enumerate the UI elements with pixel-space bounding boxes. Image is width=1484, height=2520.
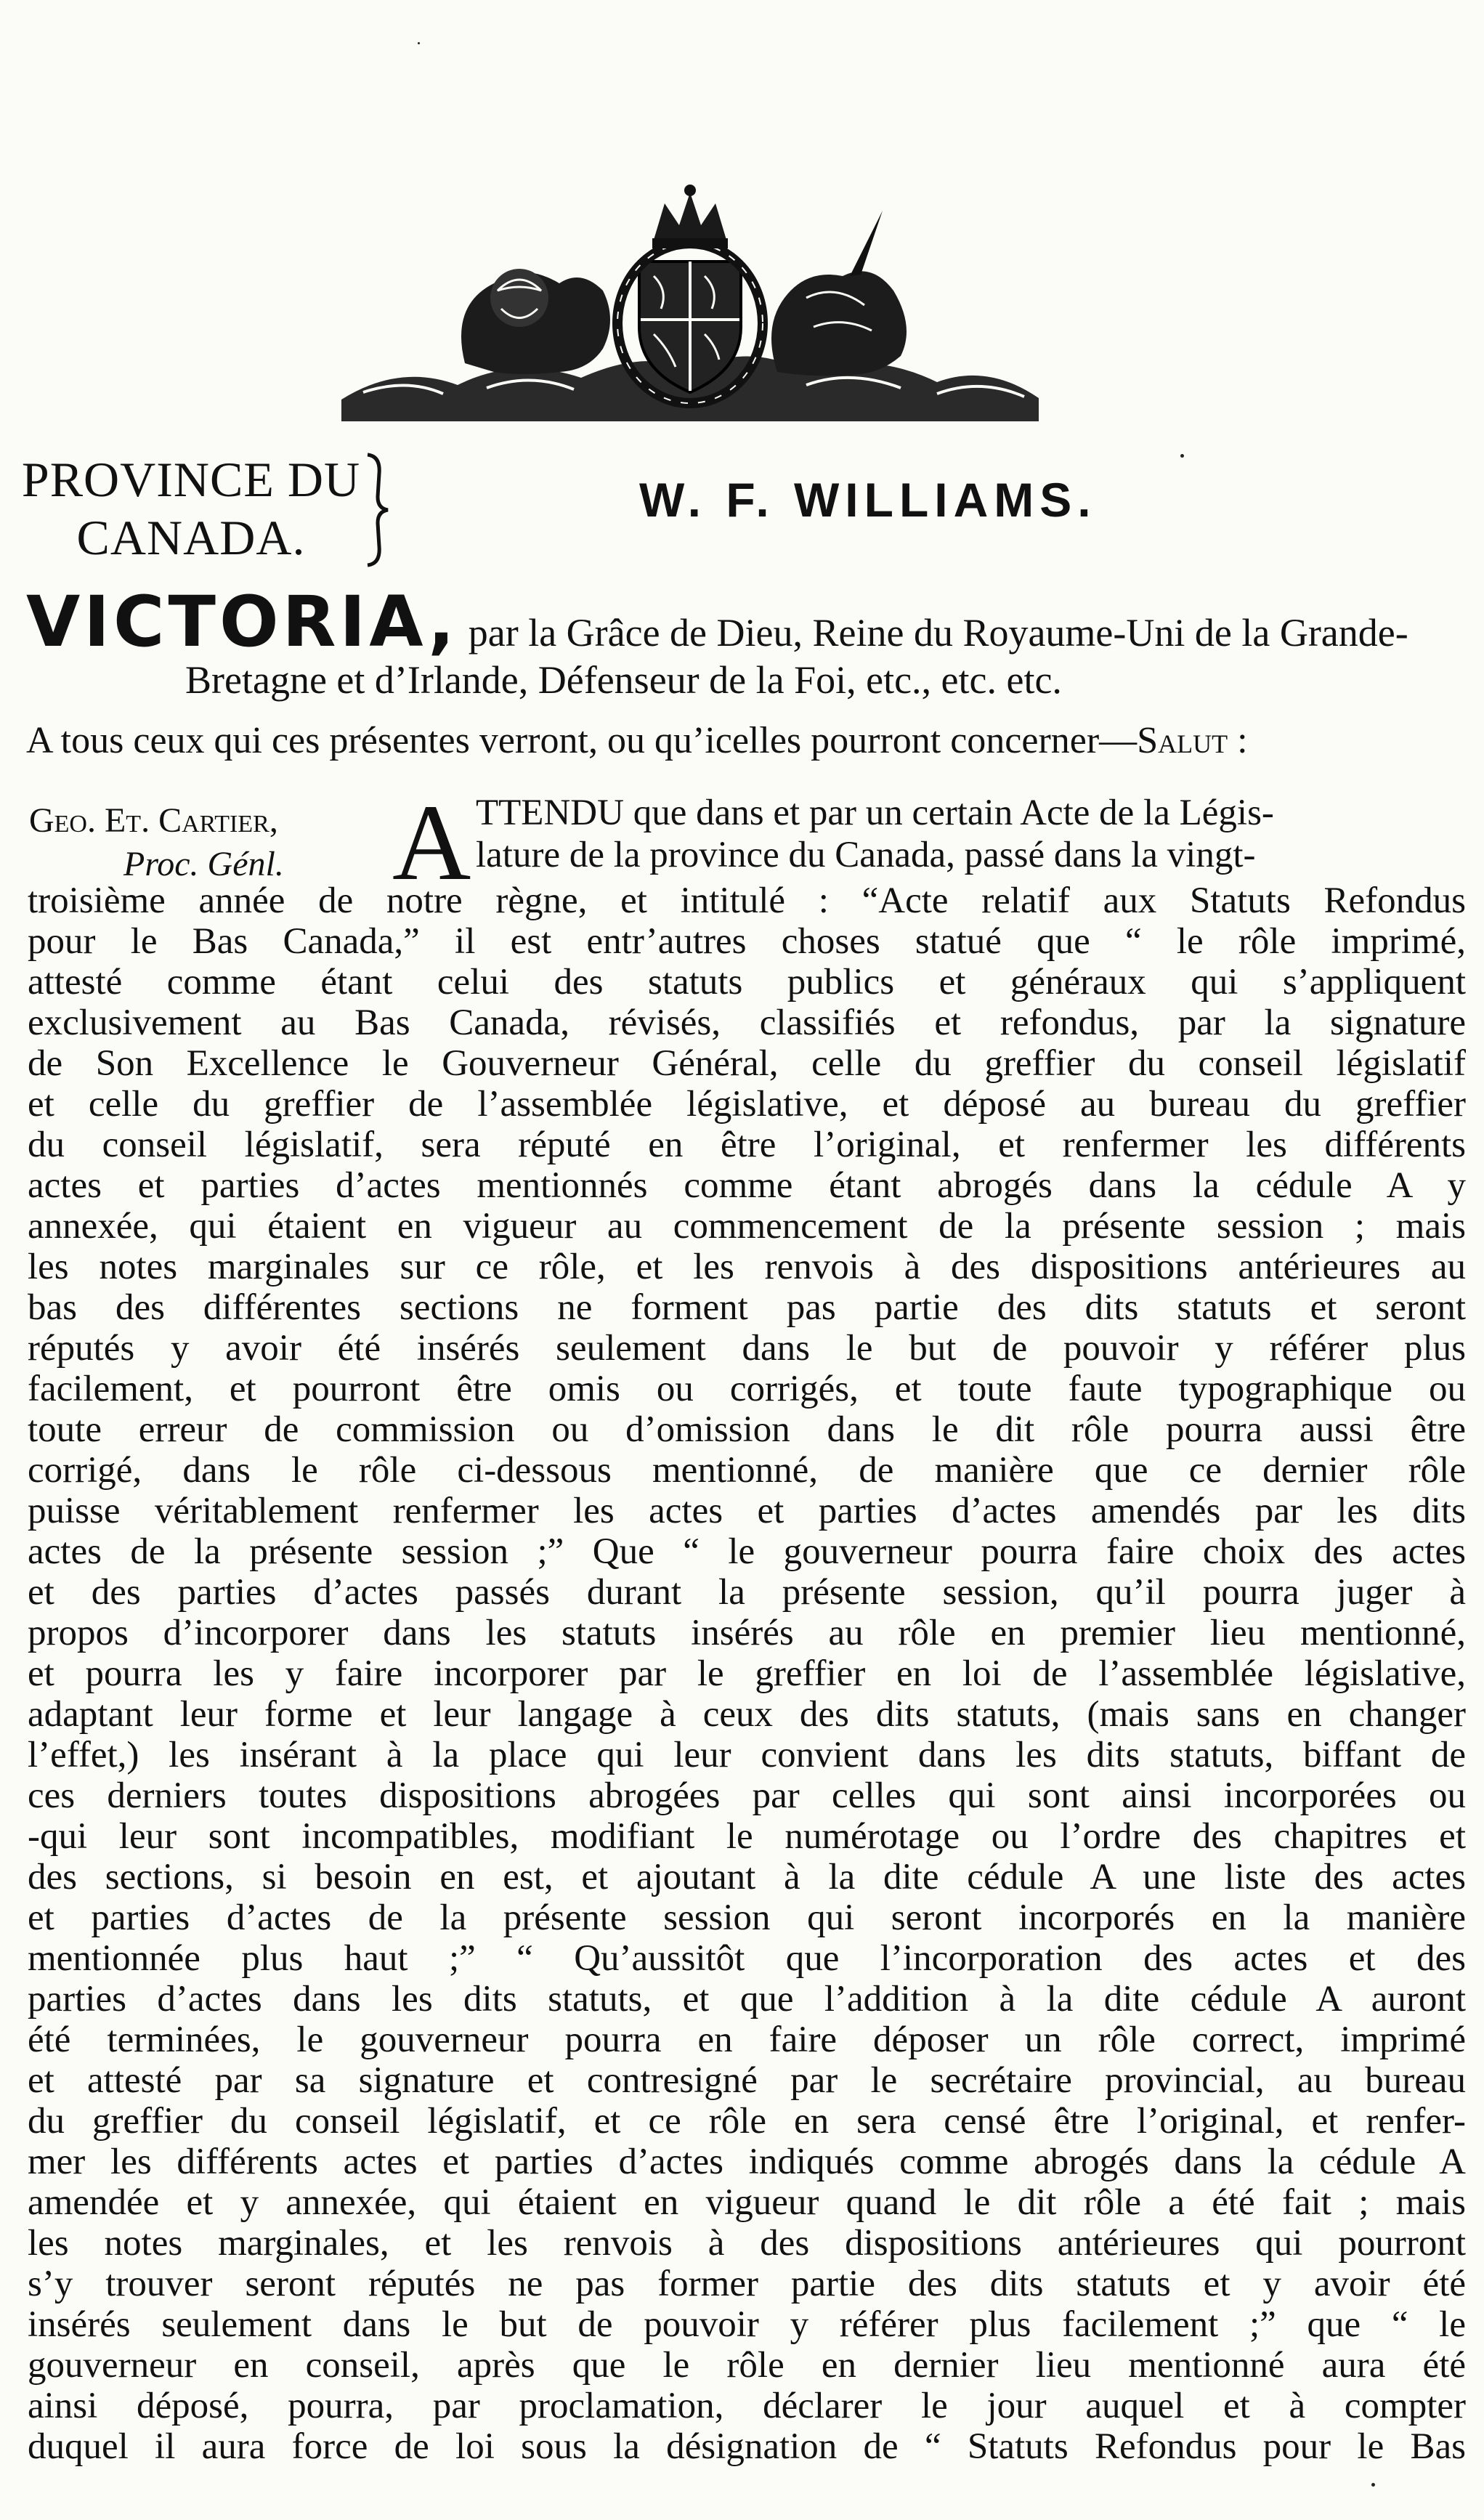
signatory-block	[29, 799, 392, 886]
preamble-line: et celle du greffier de l’assemblée législative, et déposé au bureau du greffier	[28, 1084, 1466, 1125]
preamble-line: les notes marginales, et les renvois à des dispositions antérieures qui pourront	[28, 2223, 1466, 2264]
preamble-line: exclusivement au Bas Canada, révisés, classifiés et refondus, par la signature	[28, 1002, 1466, 1043]
print-speck	[1180, 454, 1184, 458]
preamble-line: et parties d’actes de la présente session qui seront incorporés en la manière	[28, 1897, 1466, 1938]
preamble-line: facilement, et pourront être omis ou corrigés, et toute faute typographique ou	[28, 1369, 1466, 1409]
preamble-line: toute erreur de commission ou d’omission dans le dit rôle pourra aussi être	[28, 1409, 1466, 1450]
preamble-line: duquel il aura force de loi sous la désignation de “ Statuts Refondus pour le Bas	[28, 2426, 1466, 2467]
preamble-line: mer les différents actes et parties d’actes indiqués comme abrogés dans la cédule A	[28, 2142, 1466, 2182]
preamble-line: du conseil législatif, sera réputé en être l’original, et renfermer les différents	[28, 1125, 1466, 1165]
signatory-office: Proc. Génl.	[123, 845, 284, 883]
preamble-line: des sections, si besoin en est, et ajoutant à la dite cédule A une liste des actes	[28, 1857, 1466, 1897]
province-line-2: CANADA.	[76, 510, 306, 565]
preamble-line: et pourra les y faire incorporer par le greffier en loi de l’assemblée législative,	[28, 1653, 1466, 1694]
preamble-line: actes et parties d’actes mentionnés comme étant abrogés dans la cédule A y	[28, 1165, 1466, 1206]
right-brace-icon	[363, 452, 392, 568]
preamble-line: mentionnée plus haut ;” “ Qu’aussitôt que l’incorporation des actes et des	[28, 1938, 1466, 1979]
preamble-line: parties d’actes dans les dits statuts, et que l’addition à la dite cédule A auront	[28, 1979, 1466, 2019]
preamble-opening	[476, 792, 1449, 876]
preamble-line: les notes marginales sur ce rôle, et les renvois à des dispositions antérieures au	[28, 1247, 1466, 1287]
print-speck	[1371, 2483, 1375, 2487]
province-line-1: PROVINCE DU	[21, 452, 361, 507]
address-text: A tous ceux qui ces présentes verront, ou qu’icelles pourront concerner—	[26, 720, 1138, 761]
preamble-line: du greffier du conseil législatif, et ce rôle en sera censé être l’original, et renfer-	[28, 2101, 1466, 2142]
sovereign-name: VICTORIA,	[26, 581, 458, 663]
royal-styles-line-1: par la Grâce de Dieu, Reine du Royaume-Uni de la Grande-	[468, 611, 1408, 655]
preamble-body	[28, 880, 1466, 2467]
province-heading	[20, 450, 362, 567]
preamble-line: -qui leur sont incompatibles, modifiant le numérotage ou l’ordre des chapitres et	[28, 1816, 1466, 1857]
preamble-opening-line: TTENDU que dans et par un certain Acte de la Légis-	[476, 793, 1274, 833]
preamble-line: insérés seulement dans le but de pouvoir y référer plus facilement ;” que “ le	[28, 2304, 1466, 2345]
preamble-opening-line: lature de la province du Canada, passé dans la vingt-	[476, 835, 1256, 875]
preamble-line: troisième année de notre règne, et intitulé : “Acte relatif aux Statuts Refondus	[28, 880, 1466, 921]
preamble-line: gouverneur en conseil, après que le rôle en dernier lieu mentionné aura été	[28, 2345, 1466, 2386]
drop-cap: A	[392, 782, 471, 903]
preamble-line: réputés y avoir été insérés seulement dans le but de pouvoir y référer plus	[28, 1328, 1466, 1369]
royal-coat-of-arms-icon	[341, 182, 1039, 421]
preamble-line: de Son Excellence le Gouverneur Général, celle du greffier du conseil législatif	[28, 1043, 1466, 1084]
royal-styles-line-2: Bretagne et d’Irlande, Défenseur de la Foi, etc., etc. etc.	[185, 658, 1062, 702]
signatory-name: Geo. Et. Cartier,	[29, 801, 278, 840]
preamble-line: puisse véritablement renfermer les actes et parties d’actes amendés par les dits	[28, 1491, 1466, 1531]
preamble-line: ces derniers toutes dispositions abrogées par celles qui sont ainsi incorporées ou	[28, 1775, 1466, 1816]
preamble-line: bas des différentes sections ne forment pas partie des dits statuts et seront	[28, 1287, 1466, 1328]
preamble-line: s’y trouver seront réputés ne pas former partie des dits statuts et y avoir été	[28, 2264, 1466, 2304]
preamble-line: actes de la présente session ;” Que “ le gouverneur pourra faire choix des actes	[28, 1531, 1466, 1572]
preamble-line: adaptant leur forme et leur langage à ceux des dits statuts, (mais sans en changer	[28, 1694, 1466, 1735]
print-speck	[418, 42, 420, 44]
preamble-line: et des parties d’actes passés durant la présente session, qu’il pourra juger à	[28, 1572, 1466, 1613]
preamble-line: et attesté par sa signature et contresigné par le secrétaire provincial, au bureau	[28, 2060, 1466, 2101]
proclamation-address	[26, 719, 1248, 762]
preamble-line: propos d’incorporer dans les statuts insérés au rôle en premier lieu mentionné,	[28, 1613, 1466, 1653]
preamble-line: été terminées, le gouverneur pourra en faire déposer un rôle correct, imprimé	[28, 2019, 1466, 2060]
preamble-line: l’effet,) les insérant à la place qui leur convient dans les dits statuts, biffant de	[28, 1735, 1466, 1775]
preamble-line: annexée, qui étaient en vigueur au commencement de la présente session ; mais	[28, 1206, 1466, 1247]
preamble-line: ainsi déposé, pourra, par proclamation, déclarer le jour auquel et à compter	[28, 2386, 1466, 2426]
salut-greeting: Salut :	[1137, 720, 1248, 761]
royal-title	[26, 581, 1464, 663]
preamble-line: pour le Bas Canada,” il est entr’autres choses statué que “ le rôle imprimé,	[28, 921, 1466, 962]
preamble-line: attesté comme étant celui des statuts publics et généraux qui s’appliquent	[28, 962, 1466, 1002]
preamble-line: amendée et y annexée, qui étaient en vigueur quand le dit rôle a été fait ; mais	[28, 2182, 1466, 2223]
preamble-line: corrigé, dans le rôle ci-dessous mentionné, de manière que ce dernier rôle	[28, 1450, 1466, 1491]
governor-signature: W. F. WILLIAMS.	[639, 473, 1097, 527]
